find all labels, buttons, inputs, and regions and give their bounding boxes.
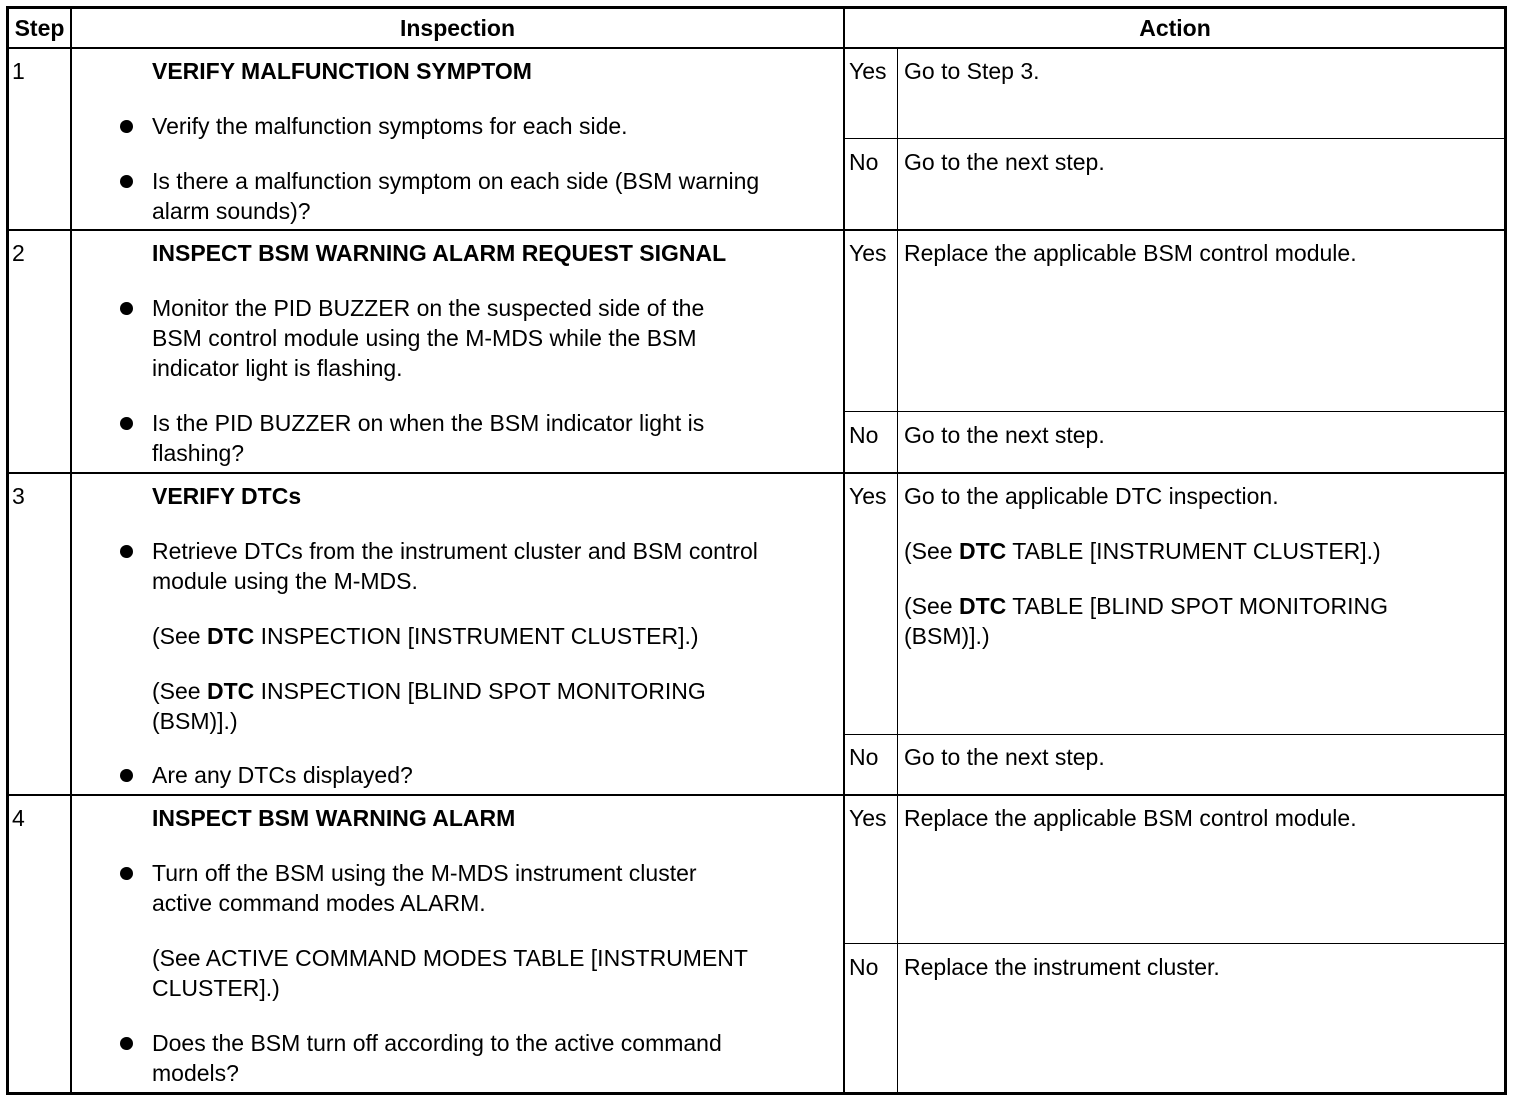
ref-rest: TABLE [INSTRUMENT CLUSTER].) <box>1006 538 1381 564</box>
ref-bold: DTC <box>206 678 255 704</box>
inspection-question: Is there a malfunction symptom on each side (BSM warning <box>152 168 760 194</box>
ref-rest: INSPECTION [BLIND SPOT MONITORING <box>254 678 706 704</box>
yes-no-divider-1 <box>844 138 1507 139</box>
ref-rest: TABLE [BLIND SPOT MONITORING <box>1006 593 1388 619</box>
reference-link[interactable] <box>152 621 699 651</box>
step-number: 4 <box>12 805 25 831</box>
inspection-question: models? <box>152 1060 239 1086</box>
yes-no-divider-3 <box>844 734 1507 735</box>
row-divider-1-2 <box>6 229 1507 231</box>
row-divider-3-4 <box>6 794 1507 796</box>
header-inspection: Inspection <box>399 15 515 41</box>
no-action: Go to the next step. <box>904 149 1105 175</box>
inspection-question: Does the BSM turn off according to the active command <box>152 1030 722 1056</box>
header-step: Step <box>14 15 65 41</box>
row-divider-2-3 <box>6 472 1507 474</box>
reference-link-continued[interactable]: (BSM)].) <box>152 708 238 734</box>
step-title: VERIFY MALFUNCTION SYMPTOM <box>152 58 532 84</box>
yes-action: Replace the applicable BSM control module. <box>904 805 1357 831</box>
inspection-text: Verify the malfunction symptoms for each side. <box>152 113 628 139</box>
ref-prefix: (See <box>152 623 207 649</box>
inspection-question: alarm sounds)? <box>152 198 311 224</box>
no-label: No <box>849 744 879 770</box>
ref-prefix: (See <box>904 538 959 564</box>
bullet-icon <box>120 1037 133 1050</box>
ref-prefix: (See <box>152 678 207 704</box>
yes-action: Go to Step 3. <box>904 58 1040 84</box>
yes-label: Yes <box>849 805 887 831</box>
ref-bold: DTC <box>206 623 255 649</box>
step-title: VERIFY DTCs <box>152 483 302 509</box>
yes-label: Yes <box>849 483 887 509</box>
reference-link[interactable] <box>904 536 1381 566</box>
yes-action: Go to the applicable DTC inspection. <box>904 483 1279 509</box>
no-action: Replace the instrument cluster. <box>904 954 1220 980</box>
reference-link[interactable]: (See ACTIVE COMMAND MODES TABLE [INSTRUMENT <box>152 945 748 971</box>
ref-bold: DTC <box>958 593 1007 619</box>
col-divider-yesno <box>897 48 898 1095</box>
yes-label: Yes <box>849 240 887 266</box>
bullet-icon <box>120 769 133 782</box>
col-divider-step <box>70 6 72 1095</box>
inspection-question: Is the PID BUZZER on when the BSM indicator light is <box>152 410 705 436</box>
inspection-text: active command modes ALARM. <box>152 890 486 916</box>
yes-label: Yes <box>849 58 887 84</box>
header-action: Action <box>1139 15 1211 41</box>
yes-action: Replace the applicable BSM control module. <box>904 240 1357 266</box>
no-label: No <box>849 954 879 980</box>
reference-link[interactable] <box>152 676 706 706</box>
yes-no-divider-4 <box>844 943 1507 944</box>
bullet-icon <box>120 120 133 133</box>
col-divider-inspection <box>843 6 845 1095</box>
bullet-icon <box>120 302 133 315</box>
ref-bold: DTC <box>958 538 1007 564</box>
no-action: Go to the next step. <box>904 744 1105 770</box>
inspection-text: Monitor the PID BUZZER on the suspected side of the <box>152 295 705 321</box>
bullet-icon <box>120 867 133 880</box>
yes-no-divider-2 <box>844 411 1507 412</box>
reference-link[interactable] <box>904 591 1388 621</box>
inspection-text: BSM control module using the M-MDS while the BSM <box>152 325 697 351</box>
step-title: INSPECT BSM WARNING ALARM REQUEST SIGNAL <box>152 240 727 266</box>
inspection-text: module using the M-MDS. <box>152 568 418 594</box>
header-row-divider <box>6 47 1507 49</box>
step-title: INSPECT BSM WARNING ALARM <box>152 805 516 831</box>
reference-link-continued[interactable]: CLUSTER].) <box>152 975 280 1001</box>
step-number: 1 <box>12 58 25 84</box>
inspection-text: Turn off the BSM using the M-MDS instrument cluster <box>152 860 697 886</box>
inspection-question: flashing? <box>152 440 245 466</box>
bullet-icon <box>120 175 133 188</box>
bullet-icon <box>120 545 133 558</box>
reference-link-continued[interactable]: (BSM)].) <box>904 623 990 649</box>
step-number: 3 <box>12 483 25 509</box>
step-number: 2 <box>12 240 25 266</box>
inspection-text: indicator light is flashing. <box>152 355 403 381</box>
bullet-icon <box>120 417 133 430</box>
ref-prefix: (See <box>904 593 959 619</box>
inspection-text: Retrieve DTCs from the instrument cluster and BSM control <box>152 538 758 564</box>
no-label: No <box>849 149 879 175</box>
no-action: Go to the next step. <box>904 422 1105 448</box>
no-label: No <box>849 422 879 448</box>
inspection-question: Are any DTCs displayed? <box>152 762 413 788</box>
ref-rest: INSPECTION [INSTRUMENT CLUSTER].) <box>254 623 699 649</box>
